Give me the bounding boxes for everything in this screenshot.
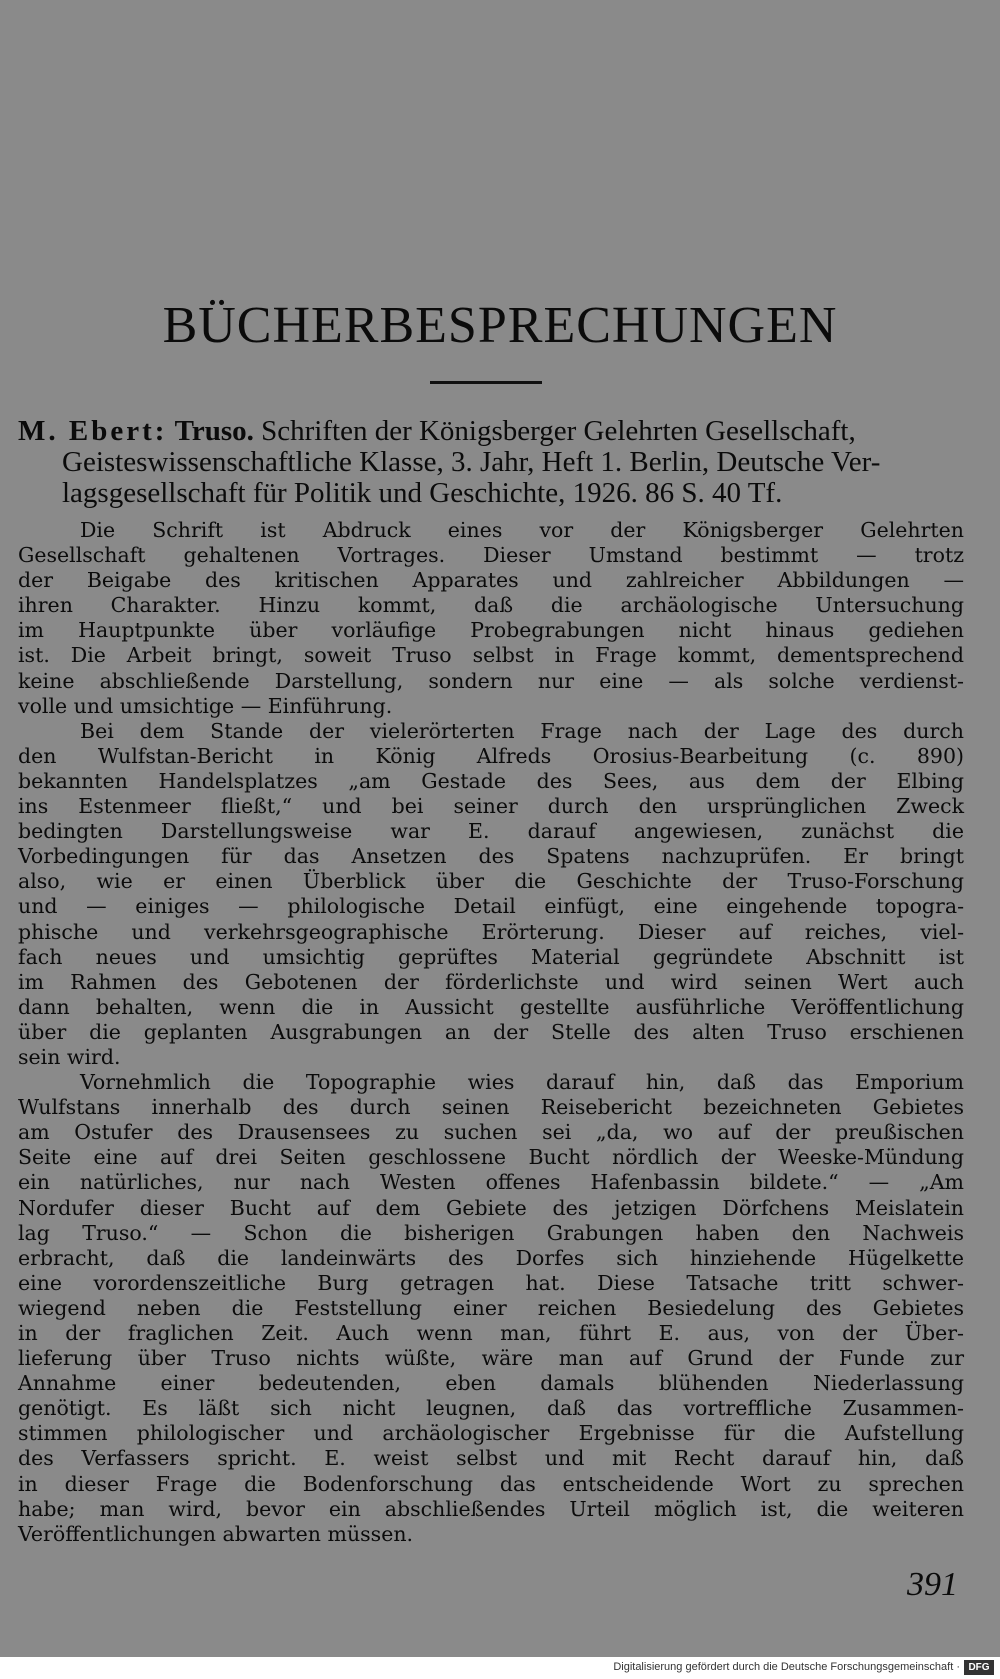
body-line: lag Truso.“ — Schon die bisherigen Grabungen haben den Nachweis: [18, 1220, 964, 1245]
review-citation: [18, 416, 964, 509]
body-line: am Ostufer des Drausensees zu suchen sei „da, wo auf der preußischen: [18, 1120, 964, 1145]
body-line: Gesellschaft gehaltenen Vortrages. Dieser Umstand bestimmt — trotz: [18, 543, 964, 568]
body-line: fach neues und umsichtig geprüftes Material gegründete Abschnitt ist: [18, 944, 964, 969]
body-line: ein natürliches, nur nach Westen offenes Hafenbassin bildete.“ — „Am: [18, 1170, 964, 1195]
body-line: Vorbedingungen für das Ansetzen des Spatens nachzuprüfen. Er bringt: [18, 844, 964, 869]
review-body: [18, 518, 964, 1547]
citation-text: Schriften der Königsberger Gelehrten Gesellschaft,: [261, 415, 856, 447]
body-line: bedingten Darstellungsweise war E. darauf angewiesen, zunächst die: [18, 819, 964, 844]
body-line: im Rahmen des Gebotenen der förderlichste und wird seinen Wert auch: [18, 969, 964, 994]
body-line: phische und verkehrsgeographische Erörterung. Dieser auf reiches, viel-: [18, 919, 964, 944]
title-rule: [430, 381, 542, 384]
section-title: BÜCHERBESPRECHUNGEN: [162, 297, 838, 354]
page-number: 391: [907, 1566, 958, 1603]
body-line: Vornehmlich die Topographie wies darauf hin, daß das Emporium: [80, 1070, 964, 1095]
body-line: also, wie er einen Überblick über die Geschichte der Truso-Forschung: [18, 869, 964, 894]
citation-line-1: [18, 416, 964, 447]
citation-line-3: lagsgesellschaft für Politik und Geschichte, 1926. 86 S. 40 Tf.: [62, 477, 783, 509]
body-line: und — einiges — philologische Detail einfügt, eine eingehende topogra-: [18, 894, 964, 919]
review-author: M. Ebert:: [18, 415, 168, 447]
body-line: über die geplanten Ausgrabungen an der Stelle des alten Truso erschienen: [18, 1019, 964, 1044]
digitization-footer: [0, 1657, 1000, 1679]
body-line: der Beigabe des kritischen Apparates und zahlreicher Abbildungen —: [18, 568, 964, 593]
body-line: in dieser Frage die Bodenforschung das entscheidende Wort zu sprechen: [18, 1471, 964, 1496]
body-line: in der fraglichen Zeit. Auch wenn man, führt E. aus, von der Über-: [18, 1321, 964, 1345]
body-line: den Wulfstan-Bericht in König Alfreds Orosius-Bearbeitung (c. 890): [18, 743, 964, 768]
dfg-logo-icon: DFG: [964, 1660, 994, 1675]
body-line: Wulfstans innerhalb des durch seinen Reisebericht bezeichneten Gebietes: [18, 1095, 964, 1120]
body-line: des Verfassers spricht. E. weist selbst und mit Recht darauf hin, daß: [18, 1446, 964, 1471]
body-line: Seite eine auf drei Seiten geschlossene Bucht nördlich der Weeske-Mündung: [18, 1145, 964, 1170]
footer-credit: Digitalisierung gefördert durch die Deutsche Forschungsgemeinschaft ·: [613, 1661, 960, 1673]
body-line: bekannten Handelsplatzes „am Gestade des Sees, aus dem der Elbing: [18, 768, 964, 793]
body-line: stimmen philologischer und archäologischer Ergebnisse für die Aufstellung: [18, 1421, 964, 1446]
body-line: eine vorordenszeitliche Burg getragen hat. Diese Tatsache tritt schwer-: [18, 1270, 964, 1295]
body-line: ins Estenmeer fließt,“ und bei seiner durch den ursprünglichen Zweck: [18, 794, 964, 819]
body-line: genötigt. Es läßt sich nicht leugnen, daß das vortreffliche Zusammen-: [18, 1396, 964, 1421]
body-line: keine abschließende Darstellung, sondern nur eine — als solche verdienst-: [18, 668, 964, 693]
body-line: dann behalten, wenn die in Aussicht gestellte ausführliche Veröffentlichung: [18, 994, 964, 1019]
body-line: im Hauptpunkte über vorläufige Probegrabungen nicht hinaus gediehen: [18, 618, 964, 643]
body-line: Annahme einer bedeutenden, eben damals blühenden Niederlassung: [18, 1371, 964, 1396]
body-line: lieferung über Truso nichts wüßte, wäre man auf Grund der Funde zur: [18, 1346, 964, 1371]
body-line: Bei dem Stande der vielerörterten Frage nach der Lage des durch: [80, 718, 964, 743]
body-line: ihren Charakter. Hinzu kommt, daß die archäologische Untersuchung: [18, 593, 964, 618]
citation-line-2: Geisteswissenschaftliche Klasse, 3. Jahr, Heft 1. Berlin, Deutsche Ver-: [62, 446, 881, 478]
body-line: wiegend neben die Feststellung einer reichen Besiedelung des Gebietes: [18, 1295, 964, 1320]
body-line: habe; man wird, bevor ein abschließendes Urteil möglich ist, die weiteren: [18, 1496, 964, 1521]
body-line: erbracht, daß die landeinwärts des Dorfes sich hinziehende Hügelkette: [18, 1245, 964, 1270]
body-line: Veröffentlichungen abwarten müssen.: [18, 1521, 414, 1546]
body-line: Nordufer dieser Bucht auf dem Gebiete des jetzigen Dörfchens Meislatein: [18, 1195, 964, 1220]
body-line: sein wird.: [18, 1044, 121, 1069]
body-line: Die Schrift ist Abdruck eines vor der Königsberger Gelehrten: [80, 518, 964, 542]
body-line: volle und umsichtige — Einführung.: [18, 693, 393, 718]
review-book-title: Truso.: [174, 415, 254, 447]
body-line: ist. Die Arbeit bringt, soweit Truso selbst in Frage kommt, dementsprechend: [18, 643, 964, 668]
